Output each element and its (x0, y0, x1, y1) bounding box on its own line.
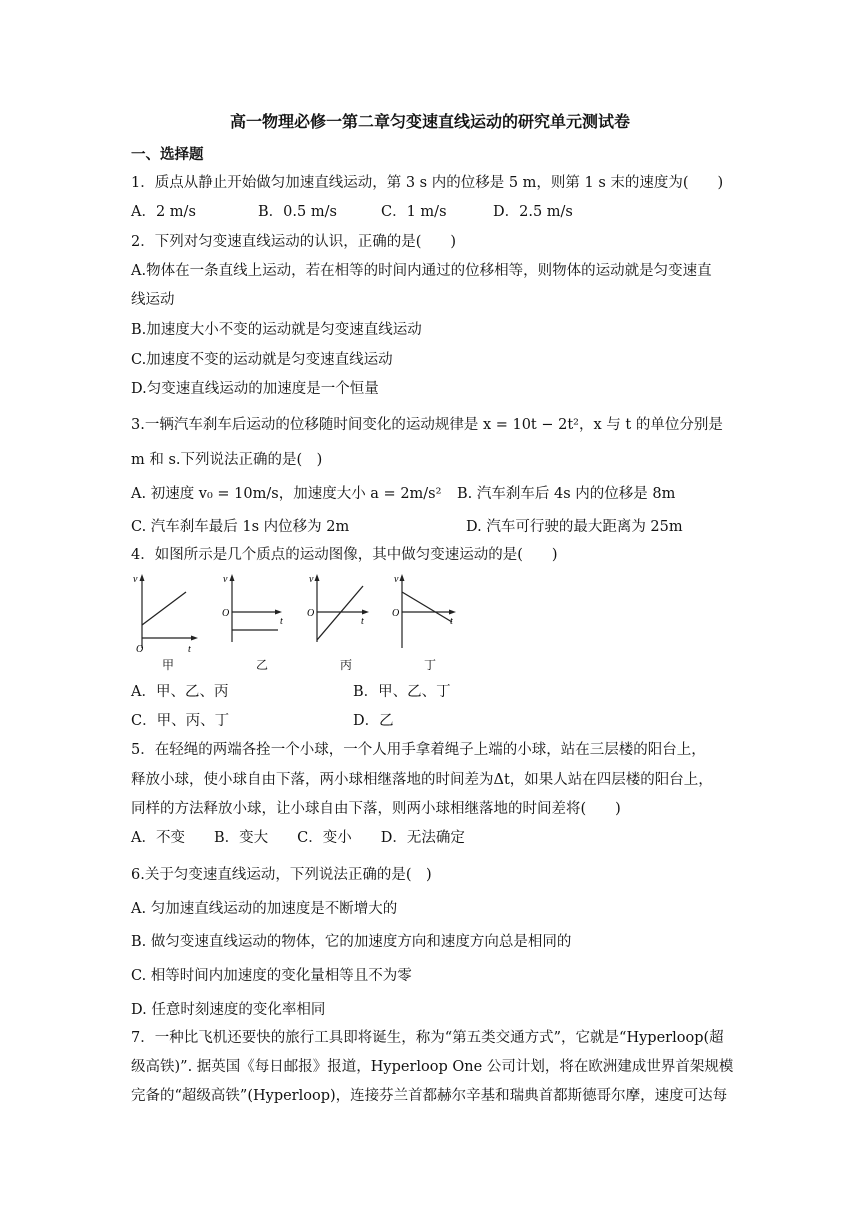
q6-option-d: D. 任意时刻速度的变化率相同 (131, 1002, 326, 1018)
graph-label-bing: 丙 (340, 658, 353, 672)
q1-option-a: A．2 m/s (131, 204, 196, 220)
graph-bing-svg (303, 570, 378, 670)
q6-option-a: A. 匀加速直线运动的加速度是不断增大的 (131, 901, 398, 917)
q7-line2: 级高铁)”. 据英国《每日邮报》报道，Hyperloop One 公司计划，将在欧洲建成世界首架规模 (131, 1059, 734, 1075)
origin-label: O (392, 608, 400, 619)
origin-label: O (307, 608, 315, 619)
q2-option-c: C.加速度不变的运动就是匀变速直线运动 (131, 352, 393, 368)
q1-stem: 1．质点从静止开始做匀加速直线运动，第 3 s 内的位移是 5 m，则第 1 s 末的速度为( ) (131, 175, 724, 191)
q6-option-c: C. 相等时间内加速度的变化量相等且不为零 (131, 968, 412, 984)
q5-line1: 5．在轻绳的两端各拴一个小球，一个人用手拿着绳子上端的小球，站在三层楼的阳台上， (131, 742, 706, 758)
q3-option-c: C. 汽车刹车最后 1s 内位移为 2m (131, 519, 350, 535)
graph-label-jia: 甲 (162, 658, 175, 672)
q6-option-b: B. 做匀变速直线运动的物体，它的加速度方向和速度方向总是相同的 (131, 934, 572, 950)
q4-option-d: D．乙 (353, 713, 394, 729)
v-axis-label: v (309, 574, 314, 585)
q4-option-b: B．甲、乙、丁 (353, 684, 451, 700)
graph-ding (390, 570, 465, 670)
q7-line3: 完备的“超级高铁”(Hyperloop)，连接芬兰首都赫尔辛基和瑞典首都斯德哥尔摩，速度可达每 (131, 1088, 728, 1104)
q1-option-b: B．0.5 m/s (258, 204, 337, 220)
origin-label: O (136, 644, 144, 655)
graph-jia-svg (130, 570, 200, 670)
q2-stem: 2．下列对匀变速直线运动的认识，正确的是( ) (131, 234, 457, 250)
graph-label-ding: 丁 (424, 658, 437, 672)
q2-option-b: B.加速度大小不变的运动就是匀变速直线运动 (131, 322, 422, 338)
graph-jia (130, 570, 200, 670)
q5-line3: 同样的方法释放小球，让小球自由下落，则两小球相继落地的时间差将( ) (131, 801, 621, 817)
q2-option-d: D.匀变速直线运动的加速度是一个恒量 (131, 381, 379, 397)
v-axis-label: v (133, 574, 138, 585)
q1-option-c: C．1 m/s (381, 204, 447, 220)
q5-options: A．不变 B．变大 C．变小 D．无法确定 (131, 830, 465, 846)
graph-yi-svg (214, 570, 289, 670)
graph-bing (303, 570, 378, 670)
q4-stem: 4．如图所示是几个质点的运动图像，其中做匀变速运动的是( ) (131, 547, 558, 563)
v-axis-label: v (394, 574, 399, 585)
graph-label-yi: 乙 (256, 658, 269, 672)
q6-stem: 6.关于匀变速直线运动，下列说法正确的是( ) (131, 867, 432, 883)
q2-option-a-line1: A.物体在一条直线上运动，若在相等的时间内通过的位移相等，则物体的运动就是匀变速直 (131, 263, 712, 279)
q7-line1: 7．一种比飞机还要快的旅行工具即将诞生，称为“第五类交通方式”，它就是“Hyperloop(超 (131, 1030, 724, 1046)
q3-stem-line1: 3.一辆汽车刹车后运动的位移随时间变化的运动规律是 x = 10t − 2t²，x 与 t 的单位分别是 (131, 417, 723, 433)
t-axis-label: t (280, 616, 283, 627)
graph-ding-svg (390, 570, 465, 670)
q5-line2: 释放小球，使小球自由下落，两小球相继落地的时间差为Δt，如果人站在四层楼的阳台上， (131, 772, 713, 788)
t-axis-label: t (188, 644, 191, 655)
graph-yi (214, 570, 289, 670)
t-axis-label: t (450, 616, 453, 627)
page-title: 高一物理必修一第二章匀变速直线运动的研究单元测试卷 (229, 112, 630, 131)
origin-label: O (222, 608, 230, 619)
q3-stem-line2: m 和 s.下列说法正确的是( ) (131, 452, 323, 468)
v-axis-label: v (223, 574, 228, 585)
t-axis-label: t (361, 616, 364, 627)
q3-option-b: B. 汽车刹车后 4s 内的位移是 8m (457, 486, 676, 502)
q3-option-d: D. 汽车可行驶的最大距离为 25m (466, 519, 683, 535)
section-heading: 一、选择题 (131, 146, 204, 163)
q4-option-c: C．甲、丙、丁 (131, 713, 230, 729)
q2-option-a-line2: 线运动 (131, 292, 175, 308)
q3-option-a: A. 初速度 v₀ = 10m/s，加速度大小 a = 2m/s² (131, 486, 442, 502)
q1-option-d: D．2.5 m/s (493, 204, 573, 220)
q4-option-a: A．甲、乙、丙 (131, 684, 229, 700)
